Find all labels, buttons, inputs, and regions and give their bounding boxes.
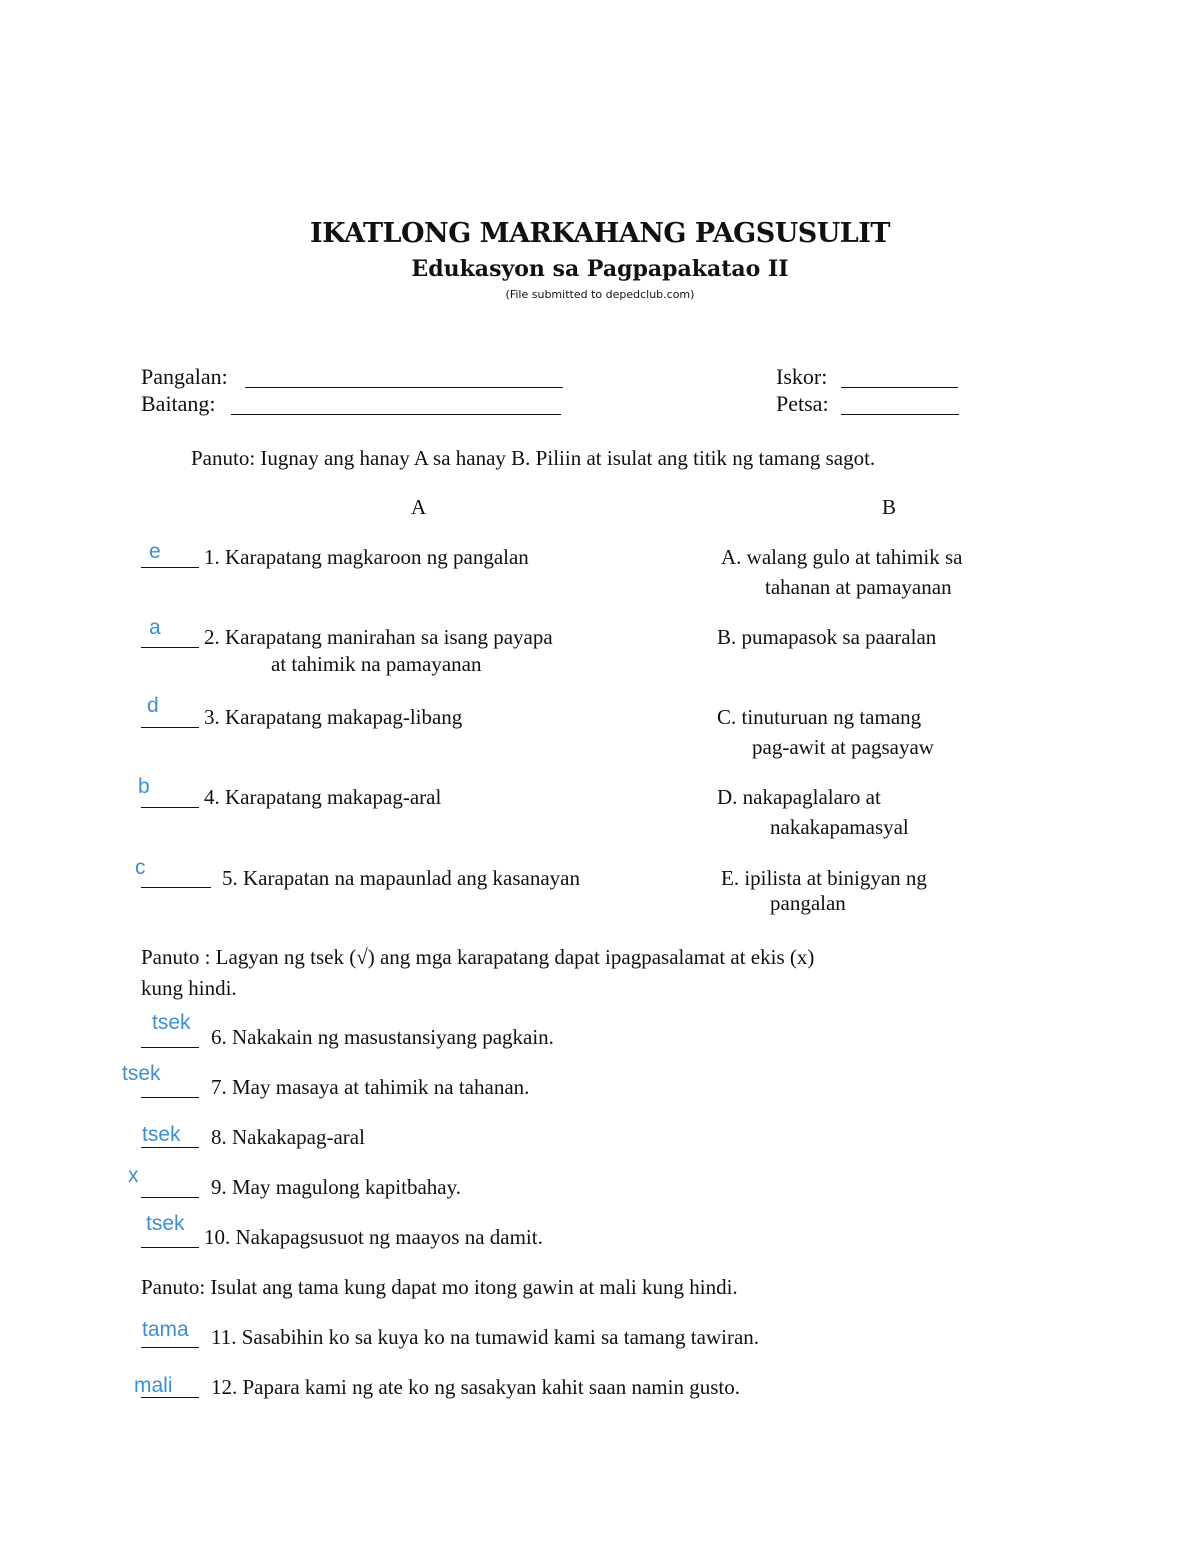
answer-blank-1[interactable]	[141, 567, 199, 568]
page-subtitle: Edukasyon sa Pagpapakatao II	[411, 256, 789, 282]
part2-instruction-cont: kung hindi.	[141, 976, 237, 1000]
answer-blank-4[interactable]	[141, 807, 199, 808]
answer-11: tama	[142, 1318, 189, 1341]
answer-5: c	[135, 856, 146, 879]
item-2-text: 2. Karapatang manirahan sa isang payapa	[204, 625, 553, 649]
part2-instruction: Panuto : Lagyan ng tsek (√) ang mga karapatang dapat ipagpasalamat at ekis (x)	[141, 945, 815, 969]
item-8-text: 8. Nakakapag-aral	[211, 1125, 365, 1149]
grade-field[interactable]	[231, 414, 561, 415]
answer-blank-5[interactable]	[141, 887, 211, 888]
answer-10: tsek	[146, 1212, 185, 1235]
item-12-text: 12. Papara kami ng ate ko ng sasakyan kahit saan namin gusto.	[211, 1375, 740, 1399]
date-label: Petsa:	[776, 391, 829, 416]
answer-7: tsek	[122, 1062, 161, 1085]
choice-e-cont: pangalan	[770, 891, 846, 915]
column-b-heading: B	[882, 495, 897, 519]
choice-b: B. pumapasok sa paaralan	[717, 625, 937, 649]
answer-4: b	[138, 775, 150, 798]
date-field[interactable]	[841, 414, 959, 415]
item-1-text: 1. Karapatang magkaroon ng pangalan	[204, 545, 529, 569]
answer-9: x	[128, 1164, 139, 1187]
choice-a-cont: tahanan at pamayanan	[765, 575, 952, 599]
score-field[interactable]	[841, 387, 958, 388]
answer-blank-9[interactable]	[141, 1197, 199, 1198]
item-9-text: 9. May magulong kapitbahay.	[211, 1175, 462, 1199]
part3-instruction: Panuto: Isulat ang tama kung dapat mo itong gawin at mali kung hindi.	[141, 1275, 738, 1299]
item-3-text: 3. Karapatang makapag-libang	[204, 705, 463, 729]
choice-a: A. walang gulo at tahimik sa	[721, 545, 963, 569]
answer-blank-6[interactable]	[141, 1047, 199, 1048]
answer-3: d	[147, 694, 159, 717]
answer-blank-8[interactable]	[141, 1147, 199, 1148]
name-field[interactable]	[245, 387, 563, 388]
answer-8: tsek	[142, 1123, 181, 1146]
choice-d: D. nakapaglalaro at	[717, 785, 881, 809]
answer-6: tsek	[152, 1011, 191, 1034]
answer-blank-2[interactable]	[141, 647, 199, 648]
column-a-heading: A	[411, 495, 427, 519]
page-title: IKATLONG MARKAHANG PAGSUSULIT	[309, 218, 891, 249]
answer-blank-11[interactable]	[141, 1347, 199, 1348]
answer-blank-7[interactable]	[141, 1097, 199, 1098]
item-10-text: 10. Nakapagsusuot ng maayos na damit.	[204, 1225, 543, 1249]
answer-1: e	[149, 540, 161, 563]
answer-blank-12[interactable]	[141, 1397, 199, 1398]
choice-e: E. ipilista at binigyan ng	[721, 866, 927, 890]
choice-c: C. tinuturuan ng tamang	[717, 705, 922, 729]
item-7-text: 7. May masaya at tahimik na tahanan.	[211, 1075, 530, 1099]
item-5-text: 5. Karapatan na mapaunlad ang kasanayan	[222, 866, 581, 890]
item-11-text: 11. Sasabihin ko sa kuya ko na tumawid kami sa tamang tawiran.	[211, 1325, 760, 1349]
part1-instruction: Panuto: Iugnay ang hanay A sa hanay B. Piliin at isulat ang titik ng tamang sagot.	[191, 446, 876, 470]
grade-label: Baitang:	[141, 391, 216, 416]
answer-blank-3[interactable]	[141, 727, 199, 728]
score-label: Iskor:	[776, 364, 828, 389]
item-2-text-cont: at tahimik na pamayanan	[271, 652, 482, 676]
answer-12: mali	[134, 1374, 173, 1397]
choice-d-cont: nakakapamasyal	[770, 815, 909, 839]
answer-blank-10[interactable]	[141, 1247, 199, 1248]
item-6-text: 6. Nakakain ng masustansiyang pagkain.	[211, 1025, 554, 1049]
choice-c-cont: pag-awit at pagsayaw	[752, 735, 934, 759]
item-4-text: 4. Karapatang makapag-aral	[204, 785, 442, 809]
source-note: (File submitted to depedclub.com)	[505, 288, 695, 301]
name-label: Pangalan:	[141, 364, 228, 389]
answer-2: a	[149, 616, 161, 639]
